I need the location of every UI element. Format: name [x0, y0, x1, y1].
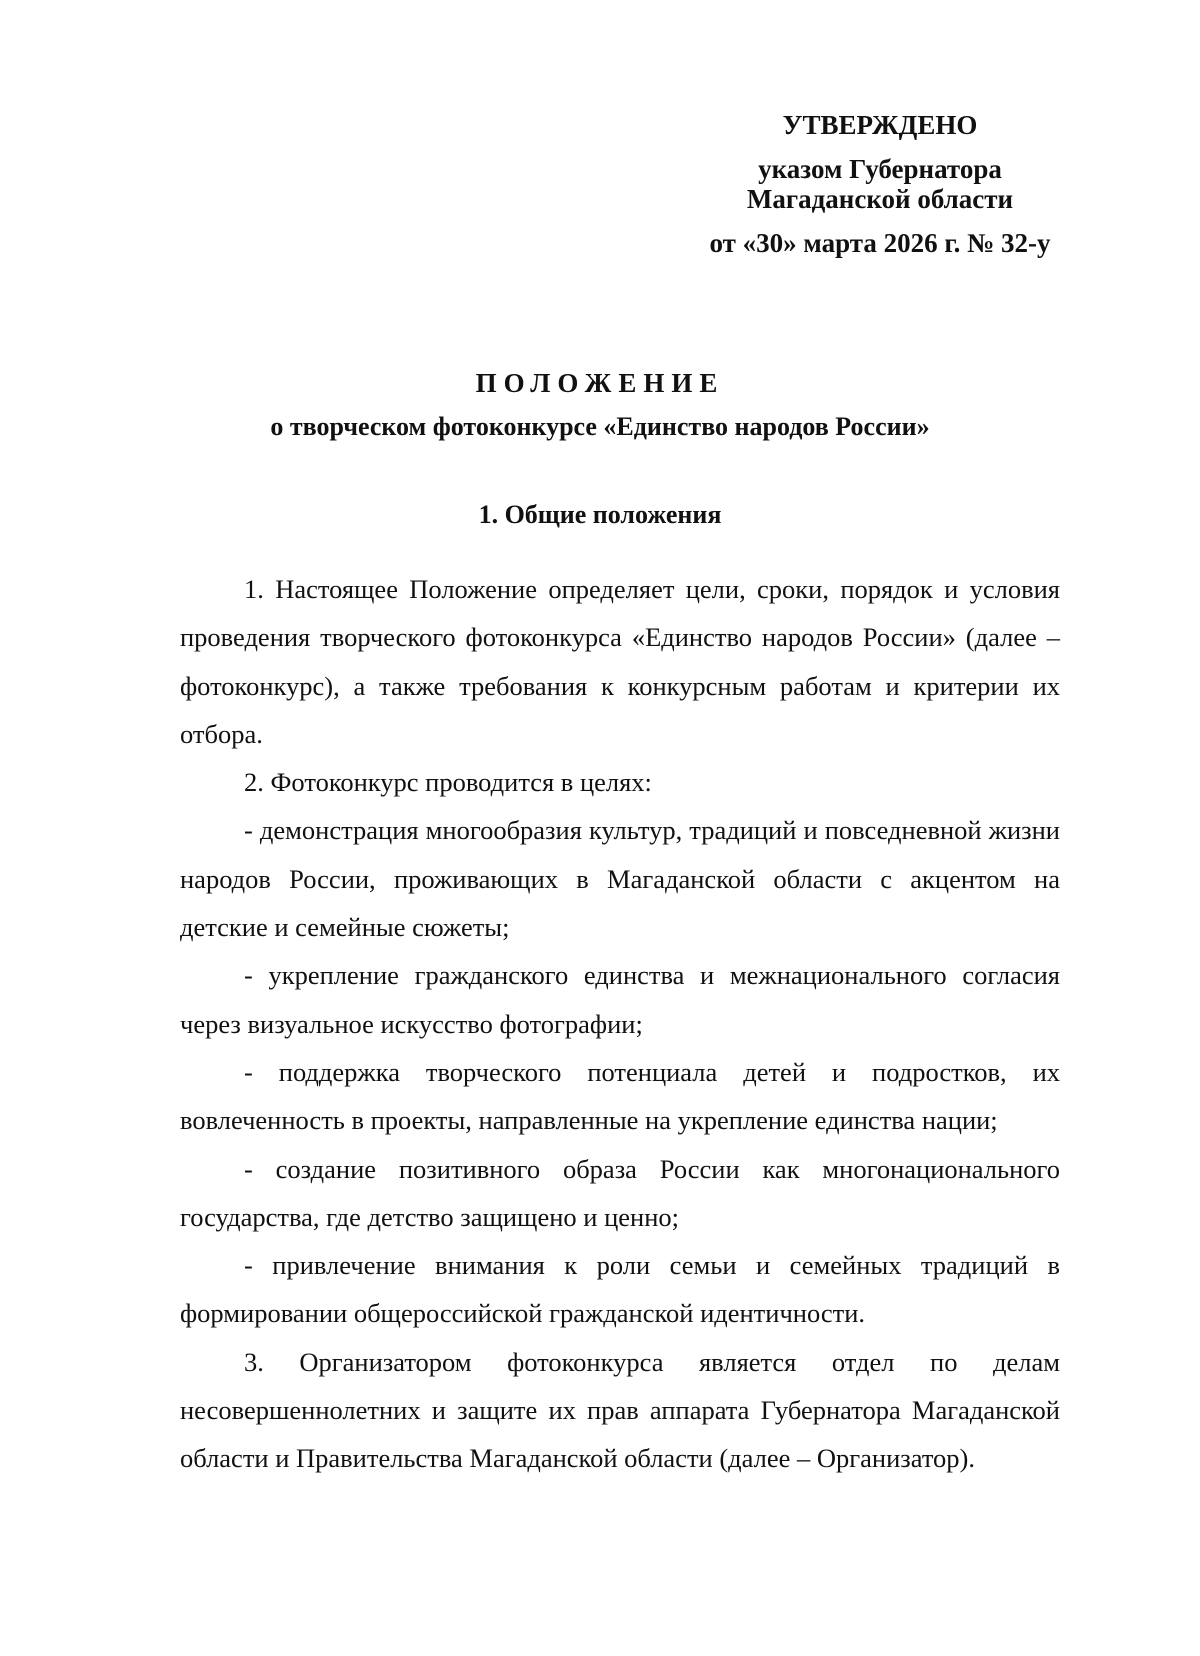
document-subtitle: о творческом фотоконкурсе «Единство народов России» — [270, 412, 930, 441]
approval-stamp — [700, 110, 1060, 258]
approval-heading: УТВЕРЖДЕНО — [782, 110, 978, 140]
section-heading: 1. Общие положения — [478, 500, 722, 529]
goal-item: - привлечение внимания к роли семьи и семейных традиций в формировании общероссийской гражданской идентичности. — [180, 1250, 1060, 1329]
document-title: ПОЛОЖЕНИЕ — [475, 368, 725, 398]
approval-region: Магаданской области — [746, 184, 1014, 214]
goal-item: - поддержка творческого потенциала детей и подростков, их вовлеченность в проекты, направленные на укрепление единства нации; — [180, 1056, 1060, 1136]
paragraph-2: 2. Фотоконкурс проводится в целях: — [244, 767, 652, 798]
approval-date: от «30» марта 2026 г. № 32-у — [709, 228, 1051, 258]
goal-item: - укрепление гражданского единства и межнационального согласия через визуальное искусство фотографии; — [180, 960, 1060, 1039]
paragraph-1: 1. Настоящее Положение определяет цели, сроки, порядок и условия проведения творческого фотоконкурса «Единство народов России» (далее – фотоконкурс), а также требования к конкурсным работам и критерии их отбора. — [180, 574, 1060, 749]
goal-item: - создание позитивного образа России как многонационального государства, где детство защищено и ценно; — [180, 1153, 1060, 1232]
paragraph-3: 3. Организатором фотоконкурса является отдел по делам несовершеннолетних и защите их прав аппарата Губернатора Магаданской области и Правительства Магаданской области (далее – Организатор). — [180, 1346, 1060, 1474]
goal-item: - демонстрация многообразия культур, традиций и повседневной жизни народов России, проживающих в Магаданской области с акцентом на детские и семейные сюжеты; — [180, 815, 1060, 943]
approval-issuer: указом Губернатора — [758, 154, 1002, 184]
document-body — [180, 565, 1060, 1483]
